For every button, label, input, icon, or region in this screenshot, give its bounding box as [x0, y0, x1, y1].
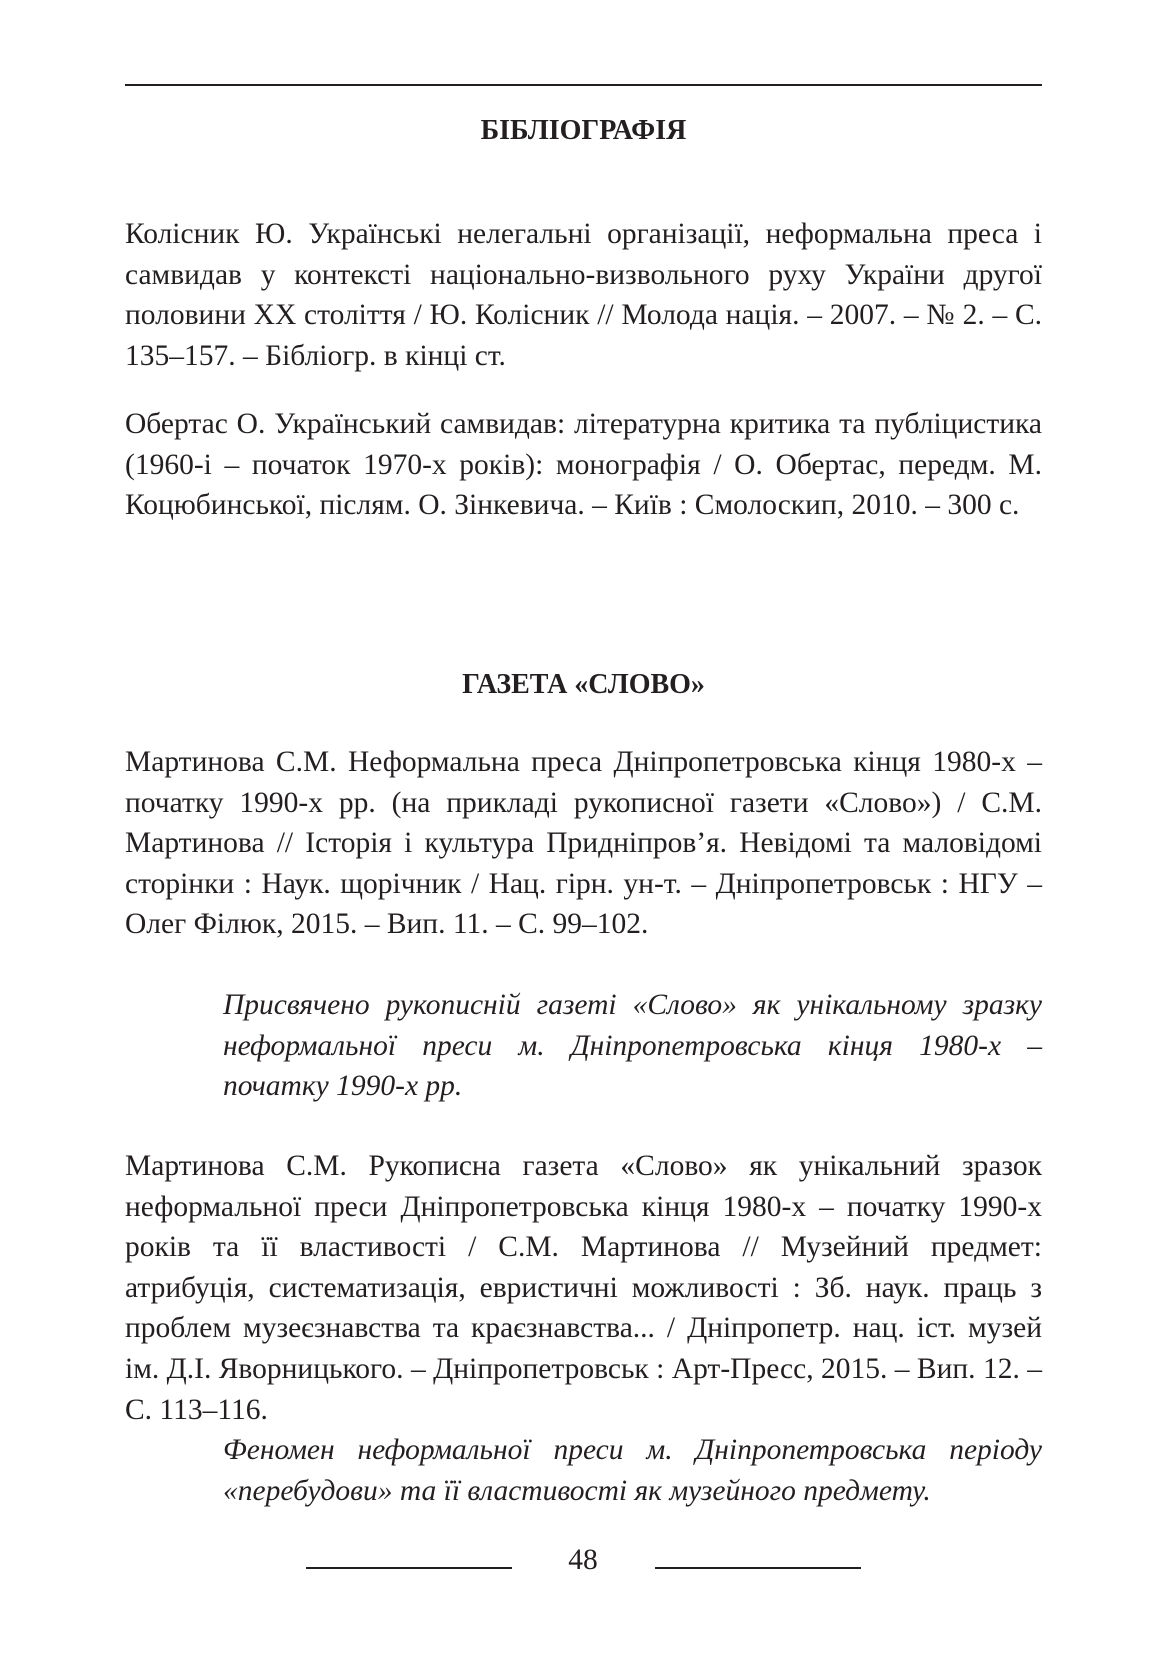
- entry-annotation: Присвячено рукописній газеті «Слово» як унікальному зразку неформальної преси м. Дніпропетровська кінця 1980-х – початку 1990-х рр.: [223, 989, 1042, 1103]
- section-heading-newspaper: ГАЗЕТА «СЛОВО»: [462, 669, 705, 700]
- section-heading-bibliography: БІБЛІОГРАФІЯ: [480, 115, 687, 146]
- bibliography-entry: Обертас О. Український самвидав: літературна критика та публіцистика (1960-і – початок 1970-х років): монографія / О. Обертас, передм. М. Коцюбинської, післям. О. Зінкевича. – Київ : Смолоскип, 2010. – 300 с.: [125, 408, 1042, 522]
- page-number: 48: [568, 1544, 598, 1576]
- bibliography-entry: Колісник Ю. Українські нелегальні організації, неформальна преса і самвидав у контексті національно-визвольного руху України другої половини XX століття / Ю. Колісник // Молода нація. – 2007. – № 2. – С. 135–157. – Бібліогр. в кінці ст.: [125, 218, 1042, 372]
- footer-rule-left: [306, 1567, 512, 1569]
- header-rule: [125, 84, 1042, 86]
- bibliography-entry: Мартинова С.М. Неформальна преса Дніпропетровська кінця 1980-х – початку 1990-х рр. (на прикладі рукописної газети «Слово») / С.М. Мартинова // Історія і культура Придніпров’я. Невідомі та маловідомі сторінки : Наук. щорічник / Нац. гірн. ун-т. – Дніпропетровськ : НГУ – Олег Філюк, 2015. – Вип. 11. – С. 99–102.: [125, 746, 1042, 941]
- footer-rule-right: [655, 1567, 861, 1569]
- bibliography-entry: Мартинова С.М. Рукописна газета «Слово» як унікальний зразок неформальної преси Дніпропетровська кінця 1980-х – початку 1990-х років та її властивості / С.М. Мартинова // Музейний предмет: атрибуція, систематизація, евристичні можливості : Зб. наук. праць з проблем музеєзнавства та краєзнавства... / Дніпропетр. нац. іст. музей ім. Д.І. Яворницького. – Дніпропетровськ : Арт-Пресс, 2015. – Вип. 12. – С. 113–116.: [125, 1150, 1042, 1426]
- entry-annotation: Феномен неформальної преси м. Дніпропетровська періоду «перебудови» та її властивості як музейного предмету.: [223, 1434, 1042, 1507]
- page-footer: [0, 1540, 1166, 1580]
